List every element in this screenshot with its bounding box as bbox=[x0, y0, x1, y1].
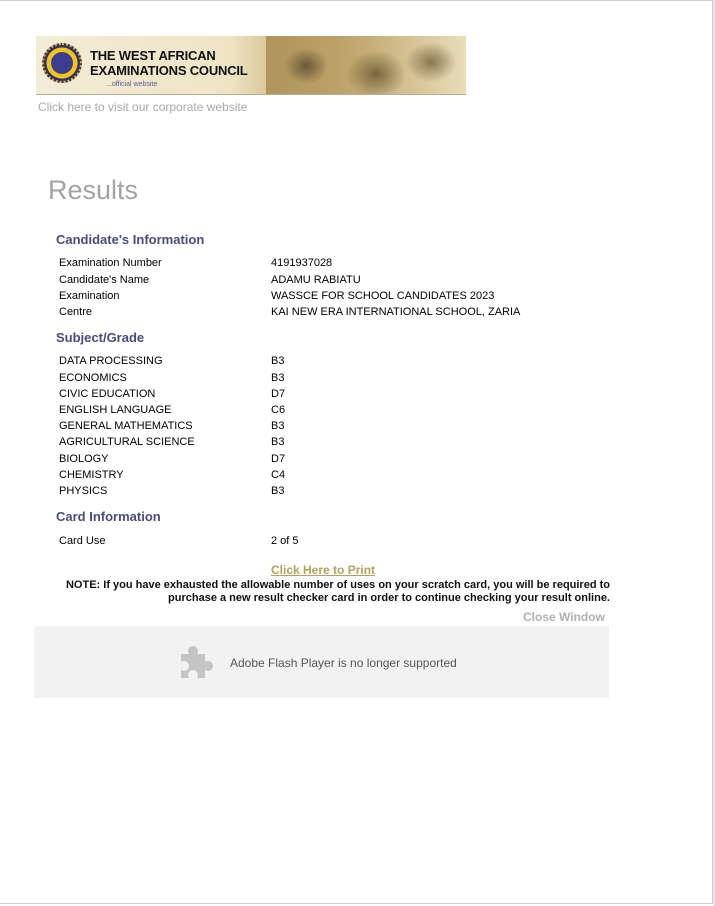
flash-message: Adobe Flash Player is no longer supported bbox=[230, 656, 457, 670]
subject-grade: C4 bbox=[271, 469, 286, 481]
subject-grade: C6 bbox=[271, 404, 286, 416]
candidate-info-heading: Candidate's Information bbox=[56, 232, 205, 247]
subject-name: BIOLOGY bbox=[59, 453, 109, 465]
page-title: Results bbox=[48, 175, 139, 205]
org-name-line2: EXAMINATIONS COUNCIL bbox=[90, 63, 248, 78]
subject-name: ENGLISH LANGUAGE bbox=[59, 404, 172, 416]
banner-photo bbox=[266, 36, 466, 94]
subject-name: PHYSICS bbox=[59, 485, 108, 497]
subject-grade: B3 bbox=[271, 372, 285, 384]
subject-name: DATA PROCESSING bbox=[59, 355, 163, 367]
subject-grade: D7 bbox=[271, 388, 286, 400]
subject-name: ECONOMICS bbox=[59, 372, 127, 384]
info-value: 4191937028 bbox=[271, 257, 333, 269]
waec-logo-icon bbox=[42, 43, 82, 83]
close-window-link[interactable]: Close Window bbox=[523, 610, 605, 624]
info-value: KAI NEW ERA INTERNATIONAL SCHOOL, ZARIA bbox=[271, 306, 521, 318]
info-label: Card Use bbox=[59, 535, 106, 547]
org-name-line1: THE WEST AFRICAN bbox=[90, 48, 216, 63]
subject-name: GENERAL MATHEMATICS bbox=[59, 420, 193, 432]
info-value: WASSCE FOR SCHOOL CANDIDATES 2023 bbox=[271, 290, 495, 302]
info-label: Centre bbox=[59, 306, 93, 318]
subject-grade: B3 bbox=[271, 420, 285, 432]
print-link[interactable]: Click Here to Print bbox=[271, 563, 376, 577]
note-text: If you have exhausted the allowable number of uses on your scratch card, you will be required to purchase a new result checker card in order to continue checking your result online. bbox=[100, 579, 610, 604]
subject-grade: B3 bbox=[271, 485, 285, 497]
header-banner bbox=[36, 36, 466, 95]
org-tagline: ...official website bbox=[106, 81, 158, 88]
subject-grade: D7 bbox=[271, 453, 286, 465]
info-label: Examination Number bbox=[59, 257, 162, 269]
flash-plugin-placeholder bbox=[34, 626, 609, 698]
org-name bbox=[90, 48, 260, 78]
subject-name: CIVIC EDUCATION bbox=[59, 388, 156, 400]
info-label: Candidate's Name bbox=[59, 274, 150, 286]
info-value: 2 of 5 bbox=[271, 535, 299, 547]
subject-grade: B3 bbox=[271, 436, 285, 448]
subject-name: CHEMISTRY bbox=[59, 469, 124, 481]
scratch-card-note bbox=[60, 579, 610, 605]
info-label: Examination bbox=[59, 290, 120, 302]
subject-grade: B3 bbox=[271, 355, 285, 367]
note-prefix: NOTE: bbox=[65, 579, 101, 591]
puzzle-piece-icon bbox=[177, 642, 217, 682]
card-info-heading: Card Information bbox=[56, 509, 161, 524]
corporate-website-link[interactable]: Click here to visit our corporate website bbox=[38, 100, 248, 114]
info-value: ADAMU RABIATU bbox=[271, 274, 361, 286]
subject-grade-heading: Subject/Grade bbox=[56, 330, 145, 345]
subject-name: AGRICULTURAL SCIENCE bbox=[59, 436, 195, 448]
